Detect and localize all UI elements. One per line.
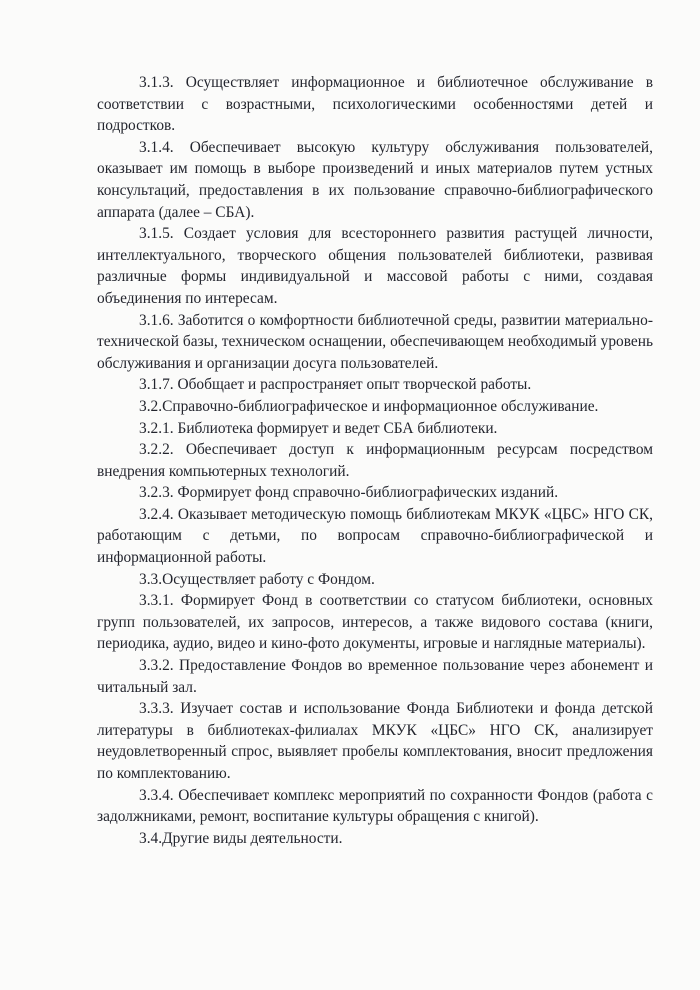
paragraph-3-1-3: 3.1.3. Осуществляет информационное и библиотечное обслуживание в соответствии с возрастными, психологическими особенностями детей и подростков.: [97, 74, 653, 135]
paragraph-3-1-4: 3.1.4. Обеспечивает высокую культуру обслуживания пользователей, оказывает им помощь в выборе произведений и иных материалов путем устных консультаций, предоставления в их пользование справочно-библиографического аппарата (далее – СБА).: [97, 138, 653, 221]
paragraph-3-2-2: 3.2.2. Обеспечивает доступ к информационным ресурсам посредством внедрения компьютерных технологий.: [97, 441, 653, 480]
paragraph-3-3-1: 3.3.1. Формирует Фонд в соответствии со статусом библиотеки, основных групп пользователей, их запросов, интересов, а также видового состава (книги, периодика, аудио, видео и кино-фото документы, игровые и наглядные материалы).: [97, 592, 653, 653]
paragraph-3-3-3: 3.3.3. Изучает состав и использование Фонда Библиотеки и фонда детской литературы в библиотеках-филиалах МКУК «ЦБС» НГО СК, анализирует неудовлетворенный спрос, выявляет пробелы комплектования, вносит предложения по комплектованию.: [97, 700, 653, 782]
paragraph-3-3-4: 3.3.4. Обеспечивает комплекс мероприятий по сохранности Фондов (работа с задолжниками, ремонт, воспитание культуры обращения с книгой).: [97, 786, 653, 826]
paragraph-3-3-2: 3.3.2. Предоставление Фондов во временное пользование через абонемент и читальный зал.: [97, 657, 653, 696]
paragraph-3-1-7: 3.1.7. Обобщает и распространяет опыт творческой работы.: [139, 376, 532, 394]
paragraph-3-1-6: 3.1.6. Заботится о комфортности библиотечной среды, развитии материально-технической базы, техническом оснащении, обеспечивающем необходимый уровень обслуживания и организации досуга пользователей.: [97, 311, 653, 372]
paragraph-3-3: 3.3.Осуществляет работу с Фондом.: [139, 570, 375, 588]
paragraph-3-2-1: 3.2.1. Библиотека формирует и ведет СБА библиотеки.: [139, 419, 498, 437]
paragraph-3-2-4: 3.2.4. Оказывает методическую помощь библиотекам МКУК «ЦБС» НГО СК, работающим с детьми, по вопросам справочно-библиографической и информационной работы.: [97, 505, 653, 567]
paragraph-3-2-3: 3.2.3. Формирует фонд справочно-библиографических изданий.: [139, 484, 559, 502]
paragraph-3-4: 3.4.Другие виды деятельности.: [139, 829, 343, 847]
paragraph-3-2: 3.2.Справочно-библиографическое и информационное обслуживание.: [139, 397, 599, 415]
paragraph-3-1-5: 3.1.5. Создает условия для всестороннего развития растущей личности, интеллектуального, творческого общения пользователей библиотеки, развивая различные формы индивидуальной и массовой работы с ними, создавая объединения по интересам.: [97, 225, 653, 307]
document-text: [97, 72, 653, 849]
